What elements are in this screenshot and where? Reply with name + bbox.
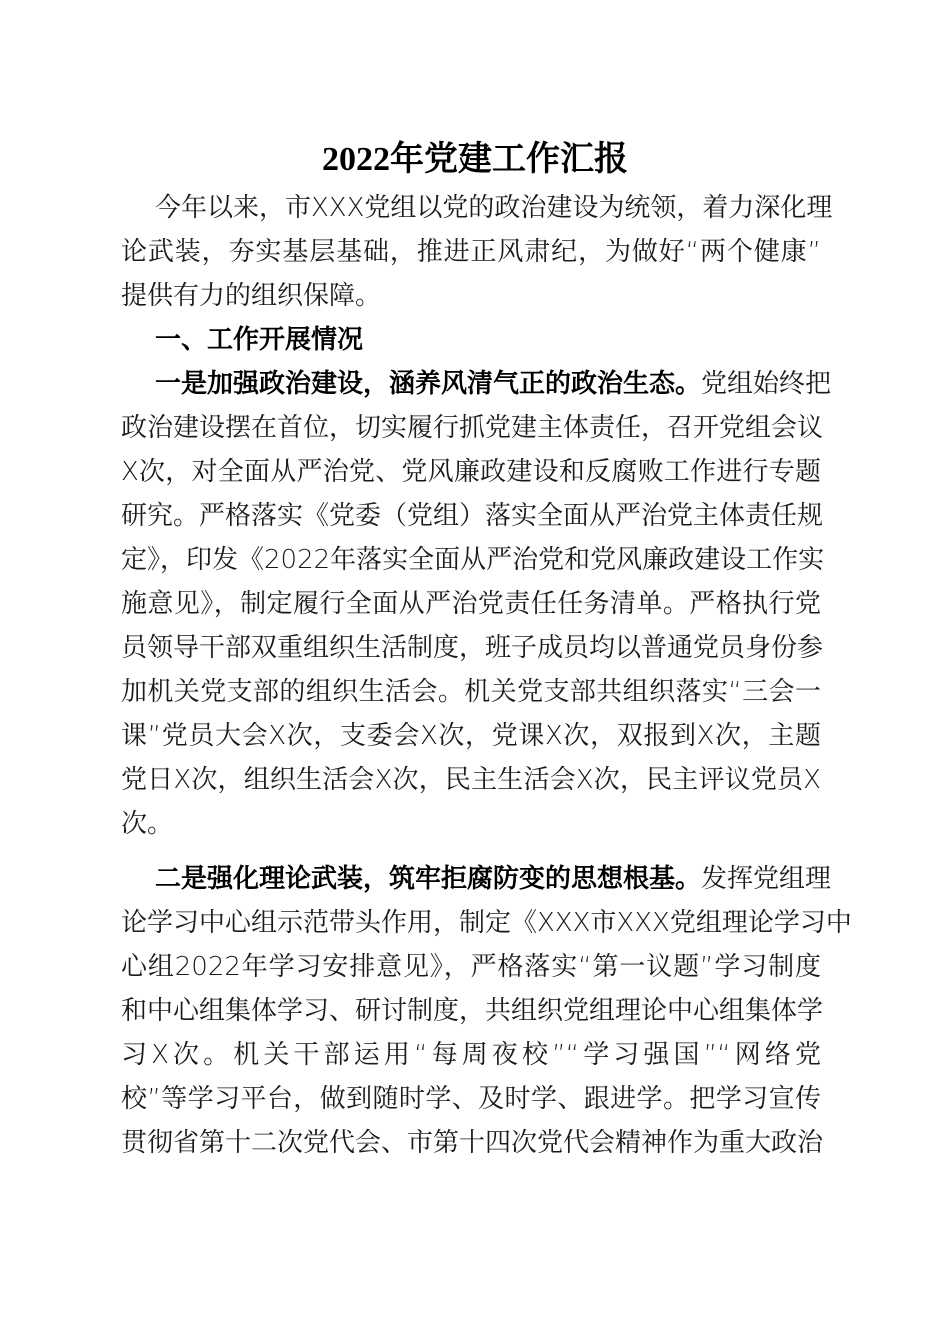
text-line: 习X次。机关干部运用“每周夜校”“学习强国”“网络党: [121, 1040, 821, 1070]
text-line: 施意见》，制定履行全面从严治党责任任务清单。严格执行党: [121, 589, 821, 619]
document-title: 2022年党建工作汇报: [322, 141, 628, 178]
text-line: 今年以来，市XXX党组以党的政治建设为统领，着力深化理: [155, 193, 833, 223]
text-line: 员领导干部双重组织生活制度，班子成员均以普通党员身份参: [121, 633, 824, 663]
paragraph-political-building: [121, 362, 832, 846]
text-line: 研究。严格落实《党委（党组）落实全面从严治党主体责任规: [121, 501, 824, 531]
paragraph-lead: 一是加强政治建设，涵养风清气正的政治生态。: [155, 369, 702, 399]
text-line: 党日X次，组织生活会X次，民主生活会X次，民主评议党员X: [121, 765, 821, 795]
intro-paragraph: [121, 186, 833, 318]
text-line: 校”等学习平台，做到随时学、及时学、跟进学。把学习宣传: [121, 1084, 821, 1114]
paragraph-lead-rest: 党组始终把: [701, 369, 832, 399]
paragraph-lead-rest: 发挥党组理: [701, 864, 832, 894]
text-line: 加机关党支部的组织生活会。机关党支部共组织落实“三会一: [121, 677, 821, 707]
text-line: 论学习中心组示范带头作用，制定《XXX市XXX党组理论学习中: [121, 908, 852, 938]
text-line: 心组2022年学习安排意见》，严格落实“第一议题”学习制度: [121, 952, 821, 982]
paragraph-theory-study: [121, 857, 852, 1165]
section-heading: 一、工作开展情况: [155, 325, 364, 355]
section-heading-block: [121, 318, 821, 362]
text-line-first: [121, 857, 832, 901]
text-line: 定》，印发《2022年落实全面从严治党和党风廉政建设工作实: [121, 545, 825, 575]
text-line: 和中心组集体学习、研讨制度，共组织党组理论中心组集体学: [121, 996, 824, 1026]
text-line: 提供有力的组织保障。: [121, 281, 382, 311]
text-line: 贯彻省第十二次党代会、市第十四次党代会精神作为重大政治: [121, 1128, 824, 1158]
text-line: 次。: [121, 809, 174, 839]
text-line: 政治建设摆在首位，切实履行抓党建主体责任，召开党组会议: [121, 413, 824, 443]
text-line: 论武装，夯实基层基础，推进正风肃纪，为做好“两个健康”: [121, 237, 821, 267]
text-line: X次，对全面从严治党、党风廉政建设和反腐败工作进行专题: [121, 457, 821, 487]
paragraph-lead: 二是强化理论武装，筑牢拒腐防变的思想根基。: [155, 864, 702, 894]
text-line: 课”党员大会X次，支委会X次，党课X次，双报到X次，主题: [121, 721, 821, 751]
text-line-first: [121, 362, 832, 406]
